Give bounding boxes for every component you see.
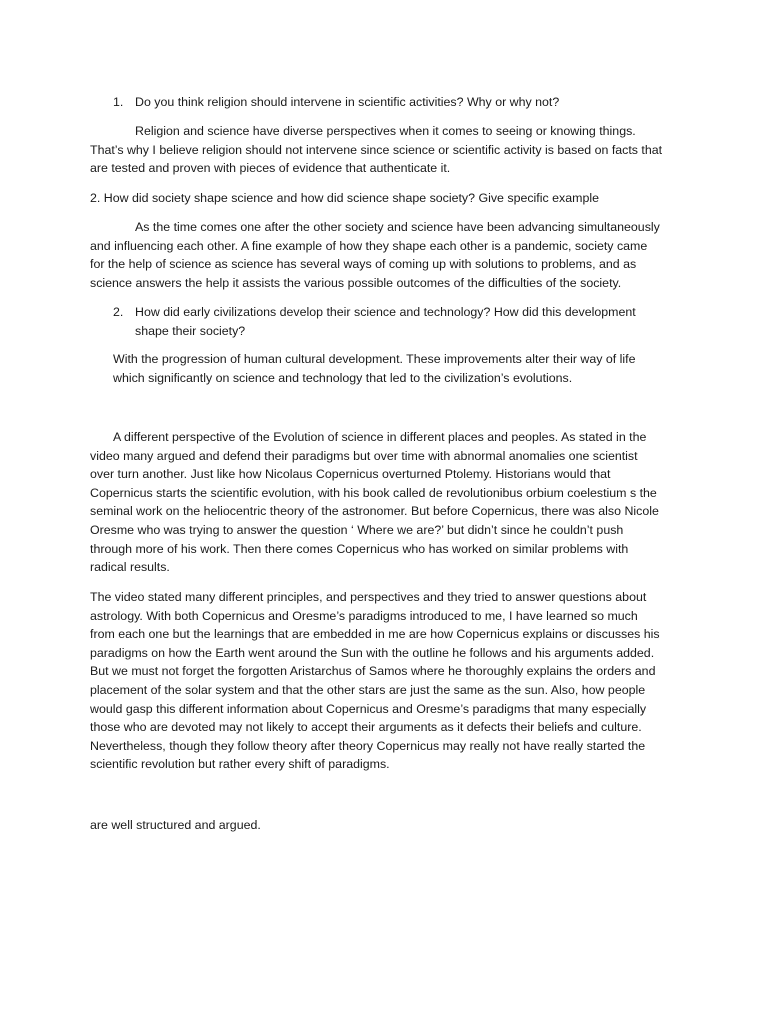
essay-line: those who are devoted may not likely to accept their arguments as it defects their beliefs and culture. — [90, 720, 642, 735]
question-3-line: shape their society? — [135, 323, 246, 338]
essay-line: Nevertheless, though they follow theory after theory Copernicus may really not have really started the — [90, 738, 646, 753]
closing-line — [90, 816, 690, 835]
closing-text: are well structured and argued. — [90, 818, 261, 832]
essay-line: The video stated many different principles, and perspectives and they tried to answer questions about — [90, 590, 647, 604]
essay-line: astrology. With both Copernicus and Oresme’s paradigms introduced to me, I have learned so much — [90, 608, 638, 623]
essay-line: placement of the solar system and that the other stars are just the same as the sun. Also, how people — [90, 682, 646, 697]
essay-line: Oresme who was trying to answer the question ‘ Where we are?’ but didn’t since he couldn’t push — [90, 522, 624, 537]
answer-1-line: That’s why I believe religion should not intervene since science or scientific activity is based on facts that — [90, 142, 663, 157]
question-3-number: 2. — [113, 305, 124, 319]
question-1-text: Do you think religion should intervene in scientific activities? Why or why not? — [135, 95, 560, 109]
answer-1-line: are tested and proven with pieces of evidence that authenticate it. — [90, 161, 451, 176]
answer-3-line: With the progression of human cultural development. These improvements alter their way of life — [113, 352, 636, 366]
question-3-line: How did early civilizations develop their science and technology? How did this development — [135, 305, 636, 319]
essay-line: over turn another. Just like how Nicolaus Copernicus overturned Ptolemy. Historians would that — [90, 467, 611, 482]
essay-line: But we must not forget the forgotten Aristarchus of Samos where he thoroughly explains the orders and — [90, 664, 656, 679]
question-1-number: 1. — [113, 95, 124, 109]
answer-2-line: for the help of science as science has several ways of coming up with solutions to problems, and as — [90, 257, 637, 272]
essay-line: radical results. — [90, 560, 170, 575]
essay-line: through more of his work. Then there comes Copernicus who has worked on similar problems with — [90, 541, 629, 556]
essay-line: video many argued and defend their paradigms but over time with abnormal anomalies one scientist — [90, 448, 638, 463]
question-2-text: 2. How did society shape science and how did science shape society? Give specific example — [90, 191, 599, 205]
answer-3 — [113, 350, 693, 387]
answer-2-line: science answers the help it assists the various possible outcomes of the difficulties of the society. — [90, 275, 622, 290]
essay-line: A different perspective of the Evolution of science in different places and peoples. As stated in the — [113, 430, 647, 444]
answer-2 — [90, 218, 690, 292]
essay-line: from each one but the learnings that are embedded in me are how Copernicus explains or discusses his — [90, 627, 660, 642]
essay-line: Copernicus starts the scientific evolution, with his book called de revolutionibus orbium coelestium s the — [90, 485, 657, 500]
essay-line: paradigms on how the Earth went around the Sun with the outline he follows and his arguments added. — [90, 645, 655, 660]
answer-3-line: which significantly on science and technology that led to the civilization’s evolutions. — [113, 370, 573, 385]
essay-line: would gasp this different information about Copernicus and Oresme’s paradigms that many especially — [90, 701, 647, 716]
answer-2-line: As the time comes one after the other society and science have been advancing simultaneously — [135, 220, 660, 234]
essay-paragraph-2 — [90, 588, 690, 774]
answer-2-line: and influencing each other. A fine example of how they shape each other is a pandemic, society came — [90, 238, 648, 253]
answer-1-line: Religion and science have diverse perspectives when it comes to seeing or knowing things. — [135, 124, 636, 138]
essay-line: scientific revolution but rather every shift of paradigms. — [90, 757, 390, 772]
question-2 — [90, 189, 690, 208]
question-3 — [113, 303, 673, 340]
essay-line: seminal work on the heliocentric theory of the astronomer. But before Copernicus, there was also Nicole — [90, 504, 659, 519]
answer-1 — [90, 122, 690, 178]
essay-paragraph-1 — [90, 428, 690, 577]
question-1 — [113, 93, 673, 112]
